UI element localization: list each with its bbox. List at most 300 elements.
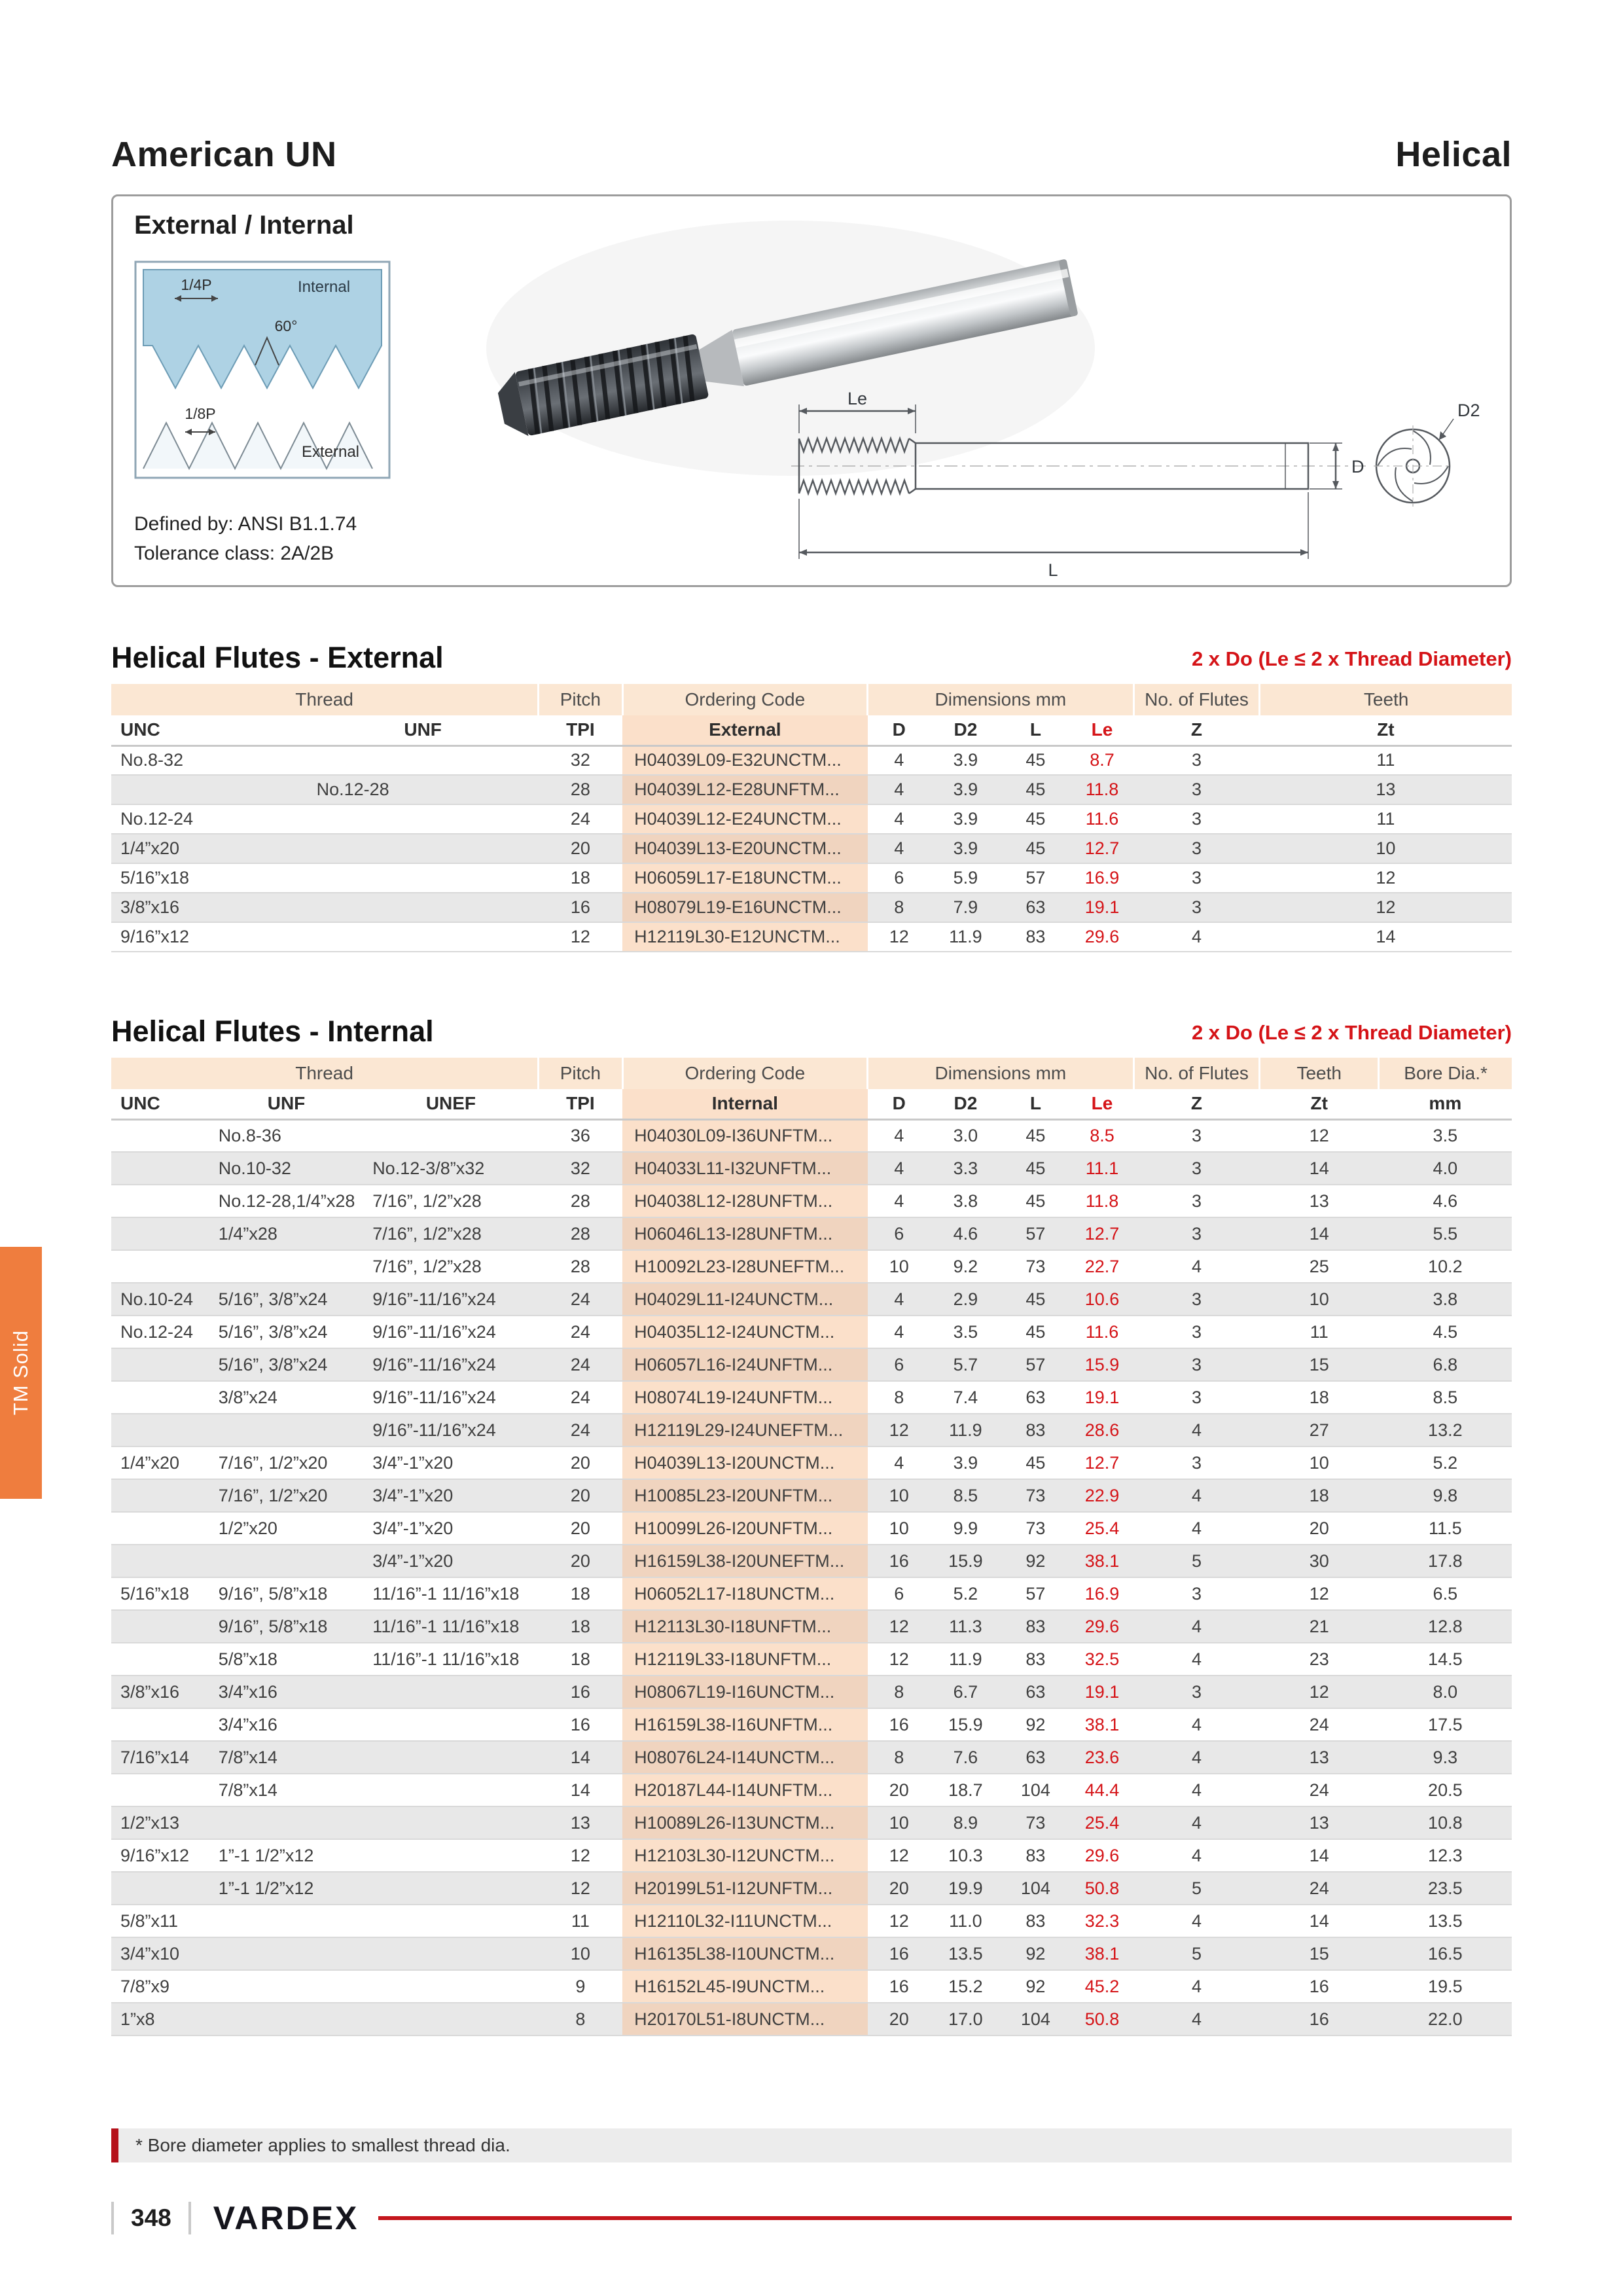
cell-thread <box>363 1937 539 1970</box>
group-teeth: Teeth <box>1260 1058 1379 1089</box>
cell-thread: No.12-24 <box>111 1316 209 1348</box>
cell-num: 63 <box>1001 893 1071 922</box>
cell-num: 12 <box>868 1610 931 1643</box>
cell-num: 14 <box>539 1741 622 1774</box>
cell-thread: 7/16”, 1/2”x20 <box>209 1446 363 1479</box>
cell-num: 11.9 <box>931 1414 1001 1446</box>
cell-num: 20 <box>868 2003 931 2036</box>
cell-thread <box>363 1970 539 2003</box>
product-info-box <box>111 194 1512 587</box>
cell-num: 83 <box>1001 1839 1071 1872</box>
cell-num: 14 <box>1260 922 1512 952</box>
table-row <box>111 1806 1512 1839</box>
section-note-internal: 2 x Do (Le ≤ 2 x Thread Diameter) <box>1191 1021 1512 1044</box>
cell-num: 13 <box>1260 1185 1379 1217</box>
dim-label-l: L <box>1048 560 1058 580</box>
cell-num: 23.5 <box>1379 1872 1512 1905</box>
cell-num: 4 <box>1133 1479 1260 1512</box>
cell-num: 3.0 <box>931 1119 1001 1152</box>
col-unf: UNF <box>308 715 539 745</box>
internal-group-header-row <box>111 1058 1512 1089</box>
group-pitch: Pitch <box>539 684 622 715</box>
cell-num: 3 <box>1133 1185 1260 1217</box>
cell-num: 7.6 <box>931 1741 1001 1774</box>
cell-num: 12 <box>1260 893 1512 922</box>
cell-thread <box>111 775 308 804</box>
group-thread: Thread <box>111 1058 539 1089</box>
cell-thread: 3/4”x16 <box>209 1676 363 1708</box>
col-d: D <box>868 1089 931 1119</box>
cell-num: 11 <box>539 1905 622 1937</box>
cell-num: 10 <box>868 1512 931 1545</box>
cell-code: H12119L29-I24UNEFTM... <box>622 1414 868 1446</box>
cell-num: 83 <box>1001 922 1071 952</box>
cell-num: 45 <box>1001 1446 1071 1479</box>
label-eighth-pitch: 1/8P <box>185 405 216 422</box>
cell-thread: 11/16”-1 11/16”x18 <box>363 1643 539 1676</box>
cell-thread: 5/8”x18 <box>209 1643 363 1676</box>
cell-num: 3 <box>1133 1577 1260 1610</box>
col-zt: Zt <box>1260 715 1512 745</box>
cell-num: 8.5 <box>931 1479 1001 1512</box>
col-z: Z <box>1133 715 1260 745</box>
cell-thread: 1/4”x20 <box>111 1446 209 1479</box>
cell-num: 11.3 <box>931 1610 1001 1643</box>
cell-thread: No.12-28 <box>308 775 539 804</box>
cell-num: 3 <box>1133 834 1260 863</box>
external-sub-header-row <box>111 715 1512 745</box>
table-row <box>111 1119 1512 1152</box>
cell-num: 16 <box>539 1676 622 1708</box>
cell-num: 32 <box>539 1152 622 1185</box>
cell-num: 104 <box>1001 1872 1071 1905</box>
technical-drawing <box>791 387 1491 584</box>
cell-thread: 9/16”x12 <box>111 922 308 952</box>
cell-num: 25 <box>1260 1250 1379 1283</box>
cell-num: 12 <box>1260 863 1512 893</box>
cell-num: 7.4 <box>931 1381 1001 1414</box>
cell-num: 24 <box>539 1348 622 1381</box>
dim-label-le: Le <box>847 389 868 408</box>
cell-num: 18 <box>539 863 622 893</box>
table-row <box>111 1545 1512 1577</box>
cell-num: 10.2 <box>1379 1250 1512 1283</box>
cell-thread <box>363 1872 539 1905</box>
table-row <box>111 1774 1512 1806</box>
cell-num: 8 <box>868 1741 931 1774</box>
cell-le: 38.1 <box>1071 1708 1133 1741</box>
cell-num: 4 <box>1133 1643 1260 1676</box>
cell-num: 83 <box>1001 1643 1071 1676</box>
defined-by-text: Defined by: ANSI B1.1.74 <box>134 513 357 535</box>
table-row <box>111 1905 1512 1937</box>
cell-num: 3 <box>1133 804 1260 834</box>
cell-le: 19.1 <box>1071 1676 1133 1708</box>
cell-thread: No.10-24 <box>111 1283 209 1316</box>
external-section-head <box>111 641 1512 675</box>
cell-num: 4 <box>868 804 931 834</box>
thread-profile-diagram <box>134 260 391 479</box>
cell-num: 9 <box>539 1970 622 2003</box>
cell-num: 10 <box>1260 1446 1379 1479</box>
cell-thread: 5/8”x11 <box>111 1905 209 1937</box>
cell-code: H08079L19-E16UNCTM... <box>622 893 868 922</box>
cell-num: 3.8 <box>1379 1283 1512 1316</box>
table-row <box>111 1708 1512 1741</box>
col-l: L <box>1001 1089 1071 1119</box>
cell-num: 14 <box>1260 1905 1379 1937</box>
cell-num: 28 <box>539 1185 622 1217</box>
cell-le: 29.6 <box>1071 1839 1133 1872</box>
label-quarter-pitch: 1/4P <box>181 276 212 293</box>
tolerance-text: Tolerance class: 2A/2B <box>134 543 334 564</box>
group-pitch: Pitch <box>539 1058 622 1089</box>
cell-num: 13.5 <box>1379 1905 1512 1937</box>
cell-thread: 3/4”x10 <box>111 1937 209 1970</box>
internal-sub-header-row <box>111 1089 1512 1119</box>
cell-le: 25.4 <box>1071 1512 1133 1545</box>
cell-num: 57 <box>1001 1217 1071 1250</box>
cell-num: 4 <box>1133 922 1260 952</box>
cell-thread <box>111 1545 209 1577</box>
cell-num: 6 <box>868 1217 931 1250</box>
cell-thread <box>111 1217 209 1250</box>
cell-num: 4 <box>1133 1250 1260 1283</box>
cell-le: 11.8 <box>1071 775 1133 804</box>
cell-thread: 9/16”-11/16”x24 <box>363 1348 539 1381</box>
cell-num: 13 <box>1260 1806 1379 1839</box>
table-row <box>111 1512 1512 1545</box>
cell-thread: 3/4”x16 <box>209 1708 363 1741</box>
tm-solid-side-tab <box>0 1247 42 1499</box>
cell-thread: 1”-1 1/2”x12 <box>209 1872 363 1905</box>
cell-num: 73 <box>1001 1806 1071 1839</box>
table-row <box>111 1610 1512 1643</box>
cell-thread <box>209 1937 363 1970</box>
cell-num: 12.8 <box>1379 1610 1512 1643</box>
cell-num: 20 <box>539 834 622 863</box>
cell-num: 13 <box>1260 775 1512 804</box>
cell-thread: 3/4”-1”x20 <box>363 1512 539 1545</box>
cell-le: 8.5 <box>1071 1119 1133 1152</box>
cell-num: 10.8 <box>1379 1806 1512 1839</box>
table-row <box>111 1937 1512 1970</box>
cell-le: 16.9 <box>1071 1577 1133 1610</box>
cell-code: H06057L16-I24UNFTM... <box>622 1348 868 1381</box>
cell-le: 29.6 <box>1071 922 1133 952</box>
cell-le: 25.4 <box>1071 1806 1133 1839</box>
col-internal-code: Internal <box>622 1089 868 1119</box>
page-footer <box>111 2198 1512 2238</box>
cell-num: 3.3 <box>931 1152 1001 1185</box>
cell-num: 4 <box>1133 1512 1260 1545</box>
cell-le: 38.1 <box>1071 1545 1133 1577</box>
cell-le: 38.1 <box>1071 1937 1133 1970</box>
cell-num: 9.2 <box>931 1250 1001 1283</box>
cell-num: 16.5 <box>1379 1937 1512 1970</box>
cell-num: 4 <box>868 1152 931 1185</box>
cell-code: H04029L11-I24UNCTM... <box>622 1283 868 1316</box>
external-section <box>111 641 1512 952</box>
cell-num: 13.5 <box>931 1937 1001 1970</box>
col-le: Le <box>1071 1089 1133 1119</box>
footer-accent-line <box>378 2216 1512 2220</box>
cell-code: H04038L12-I28UNFTM... <box>622 1185 868 1217</box>
cell-thread <box>363 1741 539 1774</box>
cell-code: H10085L23-I20UNFTM... <box>622 1479 868 1512</box>
cell-thread: 9/16”-11/16”x24 <box>363 1381 539 1414</box>
cell-thread: 7/16”, 1/2”x20 <box>209 1479 363 1512</box>
cell-le: 11.6 <box>1071 804 1133 834</box>
cell-le: 32.5 <box>1071 1643 1133 1676</box>
cell-thread <box>308 834 539 863</box>
cell-num: 20 <box>539 1446 622 1479</box>
cell-num: 24 <box>1260 1872 1379 1905</box>
cell-code: H04033L11-I32UNFTM... <box>622 1152 868 1185</box>
group-flutes: No. of Flutes <box>1133 1058 1260 1089</box>
cell-thread: 7/16”, 1/2”x28 <box>363 1185 539 1217</box>
cell-num: 3.8 <box>931 1185 1001 1217</box>
cell-thread: 5/16”x18 <box>111 1577 209 1610</box>
cell-le: 19.1 <box>1071 1381 1133 1414</box>
cell-code: H20170L51-I8UNCTM... <box>622 2003 868 2036</box>
cell-thread <box>209 1414 363 1446</box>
cell-num: 18 <box>539 1643 622 1676</box>
cell-code: H06046L13-I28UNFTM... <box>622 1217 868 1250</box>
col-le: Le <box>1071 715 1133 745</box>
table-row <box>111 1479 1512 1512</box>
cell-thread: No.8-36 <box>209 1119 363 1152</box>
cell-num: 4.6 <box>931 1217 1001 1250</box>
definition-block <box>134 509 357 568</box>
cell-thread: 1”x8 <box>111 2003 209 2036</box>
cell-num: 4 <box>868 1185 931 1217</box>
cell-num: 10.3 <box>931 1839 1001 1872</box>
cell-num: 19.9 <box>931 1872 1001 1905</box>
internal-section <box>111 1014 1512 2036</box>
cell-num: 10 <box>868 1479 931 1512</box>
cell-thread <box>363 1708 539 1741</box>
cell-num: 18 <box>539 1610 622 1643</box>
label-internal: Internal <box>297 278 351 296</box>
cell-code: H04039L13-I20UNCTM... <box>622 1446 868 1479</box>
table-row <box>111 1316 1512 1348</box>
cell-thread <box>209 2003 363 2036</box>
cell-num: 10 <box>868 1806 931 1839</box>
cell-le: 12.7 <box>1071 1217 1133 1250</box>
cell-code: H16159L38-I20UNEFTM... <box>622 1545 868 1577</box>
cell-num: 4 <box>868 775 931 804</box>
cell-num: 15 <box>1260 1348 1379 1381</box>
cell-num: 30 <box>1260 1545 1379 1577</box>
cell-num: 24 <box>1260 1708 1379 1741</box>
table-row <box>111 775 1512 804</box>
group-flutes: No. of Flutes <box>1133 684 1260 715</box>
cell-num: 10 <box>1260 1283 1379 1316</box>
cell-num: 6.7 <box>931 1676 1001 1708</box>
cell-thread <box>209 1806 363 1839</box>
cell-num: 16 <box>1260 2003 1379 2036</box>
col-unc: UNC <box>111 1089 209 1119</box>
cell-num: 17.0 <box>931 2003 1001 2036</box>
cell-le: 16.9 <box>1071 863 1133 893</box>
cell-num: 3.9 <box>931 804 1001 834</box>
cell-num: 4 <box>1133 1708 1260 1741</box>
cell-code: H04030L09-I36UNFTM... <box>622 1119 868 1152</box>
cell-code: H04039L09-E32UNCTM... <box>622 745 868 775</box>
group-ordering-code: Ordering Code <box>622 684 868 715</box>
cell-le: 29.6 <box>1071 1610 1133 1643</box>
cell-thread <box>111 1643 209 1676</box>
cell-num: 63 <box>1001 1741 1071 1774</box>
cell-num: 11 <box>1260 804 1512 834</box>
cell-num: 13 <box>539 1806 622 1839</box>
cell-num: 19.5 <box>1379 1970 1512 2003</box>
cell-num: 18.7 <box>931 1774 1001 1806</box>
group-ordering-code: Ordering Code <box>622 1058 868 1089</box>
cell-num: 12 <box>1260 1119 1379 1152</box>
brand-logo: VARDEX <box>213 2200 359 2236</box>
cell-thread <box>111 1185 209 1217</box>
cell-num: 63 <box>1001 1381 1071 1414</box>
cell-thread: 7/8”x14 <box>209 1741 363 1774</box>
cell-thread <box>111 1152 209 1185</box>
cell-le: 11.8 <box>1071 1185 1133 1217</box>
table-row <box>111 1152 1512 1185</box>
cell-thread: 9/16”-11/16”x24 <box>363 1316 539 1348</box>
cell-num: 17.5 <box>1379 1708 1512 1741</box>
cell-num: 5.2 <box>1379 1446 1512 1479</box>
cell-num: 10 <box>1260 834 1512 863</box>
cell-num: 16 <box>868 1970 931 2003</box>
cell-le: 10.6 <box>1071 1283 1133 1316</box>
cell-num: 2.9 <box>931 1283 1001 1316</box>
cell-num: 4.6 <box>1379 1185 1512 1217</box>
cell-num: 5.5 <box>1379 1217 1512 1250</box>
cell-num: 28 <box>539 1250 622 1283</box>
cell-num: 9.9 <box>931 1512 1001 1545</box>
cell-num: 14.5 <box>1379 1643 1512 1676</box>
cell-num: 24 <box>539 1414 622 1446</box>
cell-num: 45 <box>1001 1316 1071 1348</box>
col-z: Z <box>1133 1089 1260 1119</box>
cell-code: H10092L23-I28UNEFTM... <box>622 1250 868 1283</box>
cell-num: 3 <box>1133 1348 1260 1381</box>
cell-num: 3 <box>1133 1152 1260 1185</box>
table-row <box>111 1250 1512 1283</box>
table-row <box>111 1643 1512 1676</box>
cell-num: 23 <box>1260 1643 1379 1676</box>
cell-num: 11 <box>1260 745 1512 775</box>
cell-code: H10089L26-I13UNCTM... <box>622 1806 868 1839</box>
cell-num: 16 <box>1260 1970 1379 2003</box>
cell-num: 20 <box>539 1545 622 1577</box>
cell-num: 83 <box>1001 1610 1071 1643</box>
cell-code: H12119L30-E12UNCTM... <box>622 922 868 952</box>
technical-drawing-svg <box>791 387 1491 584</box>
cell-thread <box>111 1512 209 1545</box>
cell-num: 24 <box>539 1316 622 1348</box>
cell-thread <box>363 1839 539 1872</box>
cell-num: 6 <box>868 1348 931 1381</box>
cell-num: 3.9 <box>931 1446 1001 1479</box>
table-row <box>111 1348 1512 1381</box>
cell-num: 24 <box>539 804 622 834</box>
cell-thread: No.12-28,1/4”x28 <box>209 1185 363 1217</box>
cell-le: 12.7 <box>1071 1446 1133 1479</box>
cell-num: 73 <box>1001 1512 1071 1545</box>
cell-num: 5.2 <box>931 1577 1001 1610</box>
cell-thread <box>111 1708 209 1741</box>
cell-num: 28 <box>539 1217 622 1250</box>
table-row <box>111 745 1512 775</box>
cell-num: 24 <box>539 1381 622 1414</box>
cell-code: H16152L45-I9UNCTM... <box>622 1970 868 2003</box>
cell-thread <box>111 1414 209 1446</box>
col-unf: UNF <box>209 1089 363 1119</box>
cell-le: 23.6 <box>1071 1741 1133 1774</box>
cell-code: H20187L44-I14UNFTM... <box>622 1774 868 1806</box>
cell-thread <box>209 1905 363 1937</box>
cell-thread <box>363 1774 539 1806</box>
cell-num: 45 <box>1001 1185 1071 1217</box>
cell-num: 92 <box>1001 1937 1071 1970</box>
cell-num: 11.9 <box>931 1643 1001 1676</box>
cell-num: 12 <box>1260 1577 1379 1610</box>
cell-thread <box>111 1381 209 1414</box>
cell-num: 20 <box>868 1872 931 1905</box>
cell-code: H10099L26-I20UNFTM... <box>622 1512 868 1545</box>
cell-num: 10 <box>539 1937 622 1970</box>
cell-le: 15.9 <box>1071 1348 1133 1381</box>
col-zt: Zt <box>1260 1089 1379 1119</box>
cell-code: H04039L12-E28UNFTM... <box>622 775 868 804</box>
cell-num: 45 <box>1001 804 1071 834</box>
cell-num: 7.9 <box>931 893 1001 922</box>
cell-thread: No.10-32 <box>209 1152 363 1185</box>
table-row <box>111 1446 1512 1479</box>
cell-thread: 3/8”x16 <box>111 1676 209 1708</box>
table-row <box>111 1839 1512 1872</box>
cell-le: 44.4 <box>1071 1774 1133 1806</box>
group-dimensions: Dimensions mm <box>868 684 1134 715</box>
cell-thread: 5/16”, 3/8”x24 <box>209 1348 363 1381</box>
page-number: 348 <box>111 2202 191 2234</box>
cell-num: 92 <box>1001 1545 1071 1577</box>
cell-thread: 1/2”x20 <box>209 1512 363 1545</box>
cell-num: 16 <box>539 893 622 922</box>
col-d2: D2 <box>931 715 1001 745</box>
cell-thread <box>308 922 539 952</box>
cell-num: 12 <box>868 922 931 952</box>
cell-num: 4 <box>868 1446 931 1479</box>
cell-num: 8.0 <box>1379 1676 1512 1708</box>
cell-num: 92 <box>1001 1970 1071 2003</box>
cell-thread: 3/4”-1”x20 <box>363 1545 539 1577</box>
cell-thread <box>308 804 539 834</box>
cell-num: 8.5 <box>1379 1381 1512 1414</box>
dim-label-d2: D2 <box>1457 401 1480 420</box>
cell-num: 20 <box>1260 1512 1379 1545</box>
cell-num: 15 <box>1260 1937 1379 1970</box>
external-table <box>111 684 1512 952</box>
cell-num: 14 <box>1260 1839 1379 1872</box>
cell-thread: 5/16”, 3/8”x24 <box>209 1283 363 1316</box>
cell-thread: 5/16”, 3/8”x24 <box>209 1316 363 1348</box>
cell-num: 18 <box>1260 1479 1379 1512</box>
cell-num: 12 <box>539 1872 622 1905</box>
cell-num: 9.8 <box>1379 1479 1512 1512</box>
